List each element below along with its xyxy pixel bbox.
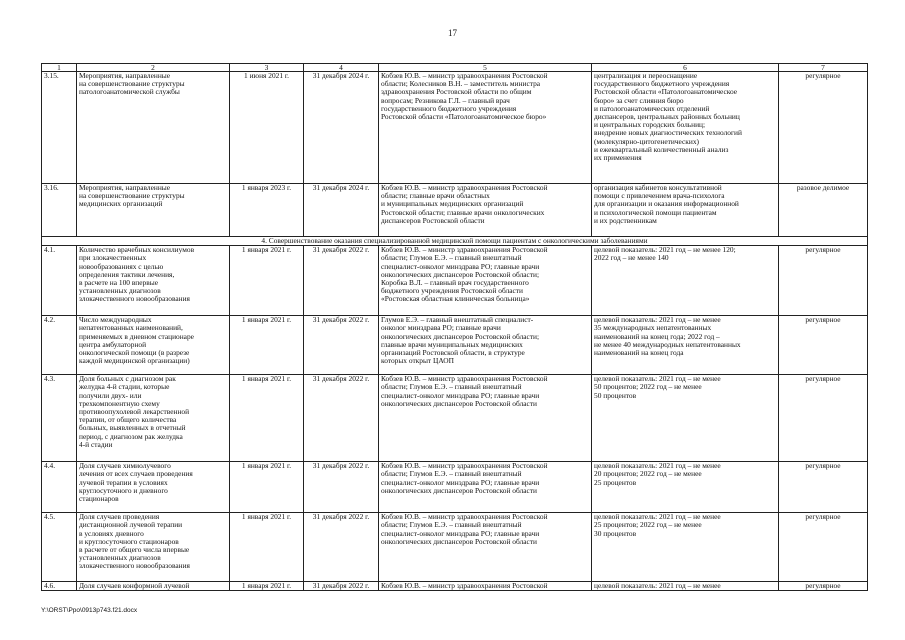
periodicity: регулярное xyxy=(779,246,868,316)
table-row xyxy=(42,246,868,316)
start-date: 1 января 2021 г. xyxy=(230,316,304,375)
responsible-persons: Кобзев Ю.В. – министр здравоохранения Ростовской области; главные врачи областных и муниципальных медицинских организаций Ростовской области; главные врачи онкологических диспансеров Ростовской области xyxy=(379,184,592,237)
row-number: 4.2. xyxy=(42,316,77,375)
end-date: 31 декабря 2022 г. xyxy=(304,375,379,462)
table-row xyxy=(42,462,868,513)
row-number: 4.5. xyxy=(42,513,77,582)
expected-result: целевой показатель: 2021 год – не менее 120; 2022 год – не менее 140 xyxy=(592,246,779,316)
start-date: 1 января 2021 г. xyxy=(230,513,304,582)
column-number: 7 xyxy=(779,64,868,72)
end-date: 31 декабря 2024 г. xyxy=(304,184,379,237)
end-date: 31 декабря 2022 г. xyxy=(304,582,379,591)
start-date: 1 января 2023 г. xyxy=(230,184,304,237)
column-numbers-row xyxy=(42,64,868,72)
section-title: 4. Совершенствование оказания специализированной медицинской помощи пациентам с онкологическими заболеваниями xyxy=(42,237,868,246)
measure-name: Количество врачебных консилиумов при злокачественных новообразованиях с целью определения тактики лечения, в расчете на 100 впервые установленных диагнозов злокачественного новообразования xyxy=(77,246,230,316)
start-date: 1 января 2021 г. xyxy=(230,582,304,591)
measure-name: Число международных непатентованных наименований, применяемых в дневном стационаре центра амбулаторной онкологической помощи (в разрезе каждой медицинской организации) xyxy=(77,316,230,375)
row-number: 4.3. xyxy=(42,375,77,462)
end-date: 31 декабря 2022 г. xyxy=(304,246,379,316)
table-row xyxy=(42,513,868,582)
responsible-persons: Кобзев Ю.В. – министр здравоохранения Ростовской области; Глумов Е.Э. – главный внештатный специалист-онколог минздрава РО; главные врачи онкологических диспансеров Ростовской области xyxy=(379,513,592,582)
measure-name: Доля случаев проведения дистанционной лучевой терапии в условиях дневного и круглосуточного стационаров в расчете от общего числа впервые установленных диагнозов злокачественного новообразования xyxy=(77,513,230,582)
end-date: 31 декабря 2022 г. xyxy=(304,513,379,582)
start-date: 1 января 2021 г. xyxy=(230,462,304,513)
row-number: 4.6. xyxy=(42,582,77,591)
responsible-persons: Кобзев Ю.В. – министр здравоохранения Ростовской области; Глумов Е.Э. – главный внештатный специалист-онколог минздрава РО; главные врачи онкологических диспансеров Ростовской области xyxy=(379,375,592,462)
start-date: 1 июня 2021 г. xyxy=(230,72,304,184)
responsible-persons: Кобзев Ю.В. – министр здравоохранения Ростовской области; Глумов Е.Э. – главный внештатный специалист-онколог минздрава РО; главные врачи онкологических диспансеров Ростовской области; Коробка В.Л. – главный врач государственного бюджетного учреждения Ростовской области «Ростовская областная клиническая больница» xyxy=(379,246,592,316)
measures-table xyxy=(41,63,868,591)
periodicity: регулярное xyxy=(779,375,868,462)
measure-name: Мероприятия, направленные на совершенствование структуры медицинских организаций xyxy=(77,184,230,237)
table-row xyxy=(42,582,868,591)
periodicity: разовое делимое xyxy=(779,184,868,237)
end-date: 31 декабря 2022 г. xyxy=(304,462,379,513)
responsible-persons: Кобзев Ю.В. – министр здравоохранения Ростовской области; Глумов Е.Э. – главный внештатный специалист-онколог минздрава РО; главные врачи онкологических диспансеров Ростовской области xyxy=(379,462,592,513)
column-number: 6 xyxy=(592,64,779,72)
column-number: 2 xyxy=(77,64,230,72)
column-number: 4 xyxy=(304,64,379,72)
measure-name: Доля случаев химиолучевого лечения от всех случаев проведения лучевой терапии в условиях круглосуточного и дневного стационаров xyxy=(77,462,230,513)
periodicity: регулярное xyxy=(779,582,868,591)
table-row xyxy=(42,316,868,375)
end-date: 31 декабря 2024 г. xyxy=(304,72,379,184)
section-heading-row xyxy=(42,237,868,246)
start-date: 1 января 2021 г. xyxy=(230,246,304,316)
row-number: 4.4. xyxy=(42,462,77,513)
table-row xyxy=(42,375,868,462)
expected-result: целевой показатель: 2021 год – не менее xyxy=(592,582,779,591)
row-number: 4.1. xyxy=(42,246,77,316)
table-row xyxy=(42,72,868,184)
row-number: 3.15. xyxy=(42,72,77,184)
periodicity: регулярное xyxy=(779,72,868,184)
row-number: 3.16. xyxy=(42,184,77,237)
expected-result: организация кабинетов консультативной помощи с привлечением врача-психолога для организации и оказания информационной и психологической помощи пациентам и их родственникам xyxy=(592,184,779,237)
column-number: 1 xyxy=(42,64,77,72)
periodicity: регулярное xyxy=(779,462,868,513)
expected-result: целевой показатель: 2021 год – не менее 25 процентов; 2022 год – не менее 30 процентов xyxy=(592,513,779,582)
file-path-footer: Y:\ORST\Ppo\0913p743.f21.docx xyxy=(41,607,138,614)
start-date: 1 января 2021 г. xyxy=(230,375,304,462)
measure-name: Мероприятия, направленные на совершенствование структуры патологоанатомической службы xyxy=(77,72,230,184)
responsible-persons: Кобзев Ю.В. – министр здравоохранения Ростовской xyxy=(379,582,592,591)
measure-name: Доля больных с диагнозом рак желудка 4-й стадии, которые получили двух- или трехкомпонентную схему противоопухолевой лекарственной терапии, от общего количества больных, выявленных в отчетный период, с диагнозом рак желудка 4-й стадии xyxy=(77,375,230,462)
expected-result: целевой показатель: 2021 год – не менее 20 процентов; 2022 год – не менее 25 процентов xyxy=(592,462,779,513)
column-number: 5 xyxy=(379,64,592,72)
page-number: 17 xyxy=(448,28,457,38)
end-date: 31 декабря 2022 г. xyxy=(304,316,379,375)
measure-name: Доля случаев конформной лучевой xyxy=(77,582,230,591)
expected-result: централизация и переоснащение государственного бюджетного учреждения Ростовской области «Патологоанатомическое бюро» за счет слияния бюро и патологоанатомических отделений диспансеров, центральных районных больниц и центральных городских больниц; внедрение новых диагностических технологий (молекулярно-цитогенетических) и ежеквартальный количественный анализ их применения xyxy=(592,72,779,184)
expected-result: целевой показатель: 2021 год – не менее 35 международных непатентованных наименований на конец года; 2022 год – не менее 40 международных непатентованных наименований на конец года xyxy=(592,316,779,375)
column-number: 3 xyxy=(230,64,304,72)
expected-result: целевой показатель: 2021 год – не менее 50 процентов; 2022 год – не менее 50 процентов xyxy=(592,375,779,462)
responsible-persons: Глумов Е.Э. – главный внештатный специалист- онколог минздрава РО; главные врачи онкологических диспансеров Ростовской области; главные врачи муниципальных медицинских организаций Ростовской области, в структуре которых открыт ЦАОП xyxy=(379,316,592,375)
table-row xyxy=(42,184,868,237)
periodicity: регулярное xyxy=(779,513,868,582)
responsible-persons: Кобзев Ю.В. – министр здравоохранения Ростовской области; Колесников В.Н. – заместитель министра здравоохранения Ростовской области по общим вопросам; Резникова Г.Л. – главный врач государственного бюджетного учреждения Ростовской области «Патологоанатомическое бюро» xyxy=(379,72,592,184)
periodicity: регулярное xyxy=(779,316,868,375)
